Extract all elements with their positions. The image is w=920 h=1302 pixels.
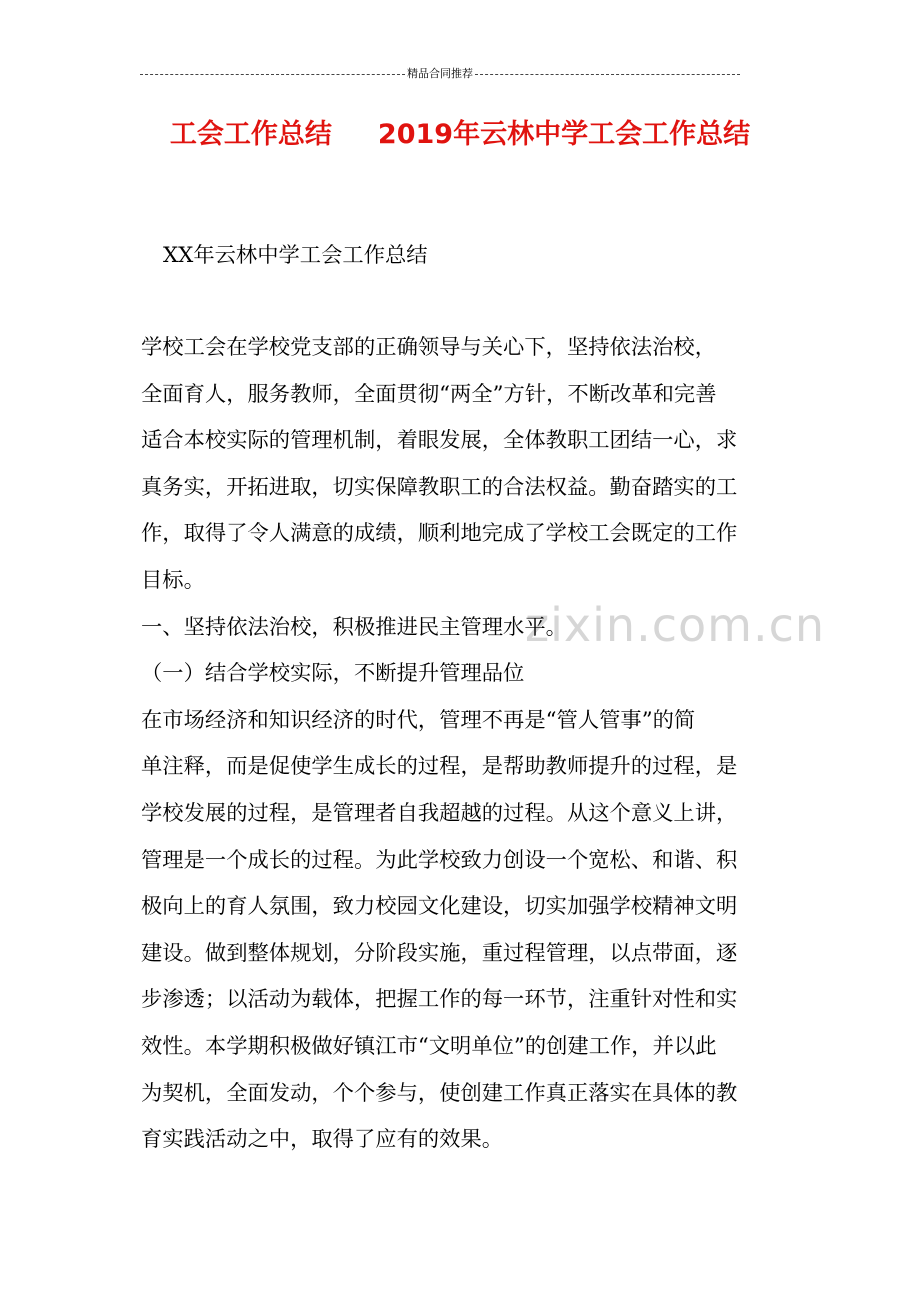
body-line: 步渗透；以活动为载体，把握工作的每一环节，注重针对性和实 [141, 987, 738, 1013]
body-line: 为契机，全面发动，个个参与，使创建工作真正落实在具体的教 [141, 1080, 738, 1106]
body-line: 学校工会在学校党支部的正确领导与关心下，坚持依法治校， [141, 335, 717, 360]
body-line: 适合本校实际的管理机制，着眼发展，全体教职工团结一心，求 [141, 428, 738, 454]
body-line: 育实践活动之中，取得了应有的效果。 [141, 1127, 504, 1153]
body-line: 目标。 [141, 567, 205, 593]
document-subtitle: XX年云林中学工会工作总结 [163, 243, 428, 268]
body-line: 学校发展的过程，是管理者自我超越的过程。从这个意义上讲， [141, 800, 738, 826]
body-line: 管理是一个成长的过程。为此学校致力创设一个宽松、和谐、积 [141, 847, 738, 873]
header-dashes-right [475, 74, 740, 75]
body-line: 全面育人，服务教师，全面贯彻“两全”方针，不断改革和完善 [141, 381, 717, 407]
body-line: 作，取得了令人满意的成绩，顺利地完成了学校工会既定的工作 [141, 521, 738, 547]
page-header [140, 66, 740, 82]
document-title [0, 114, 920, 156]
watermark: zixin.com.cn [525, 598, 826, 652]
body-line: 效性。本学期积极做好镇江市“文明单位”的创建工作，并以此 [141, 1033, 717, 1059]
title-part-1: 工会工作总结 [169, 119, 332, 150]
document-body [141, 325, 786, 1164]
header-text: 精品合同推荐 [407, 67, 473, 80]
body-line: 一、坚持依法治校，积极推进民主管理水平。 [141, 614, 567, 640]
title-part-2: 2019年云林中学工会工作总结 [377, 119, 751, 150]
body-line: 单注释，而是促使学生成长的过程，是帮助教师提升的过程，是 [141, 754, 738, 780]
body-line: （一）结合学校实际，不断提升管理品位 [141, 661, 525, 687]
body-line: 极向上的育人氛围，致力校园文化建设，切实加强学校精神文明 [141, 894, 738, 920]
body-line: 真务实，开拓进取，切实保障教职工的合法权益。勤奋踏实的工 [141, 474, 738, 500]
header-dashes-left [140, 74, 405, 75]
body-line: 建设。做到整体规划，分阶段实施，重过程管理，以点带面，逐 [141, 940, 738, 966]
body-line: 在市场经济和知识经济的时代，管理不再是“管人管事”的简 [141, 707, 696, 733]
